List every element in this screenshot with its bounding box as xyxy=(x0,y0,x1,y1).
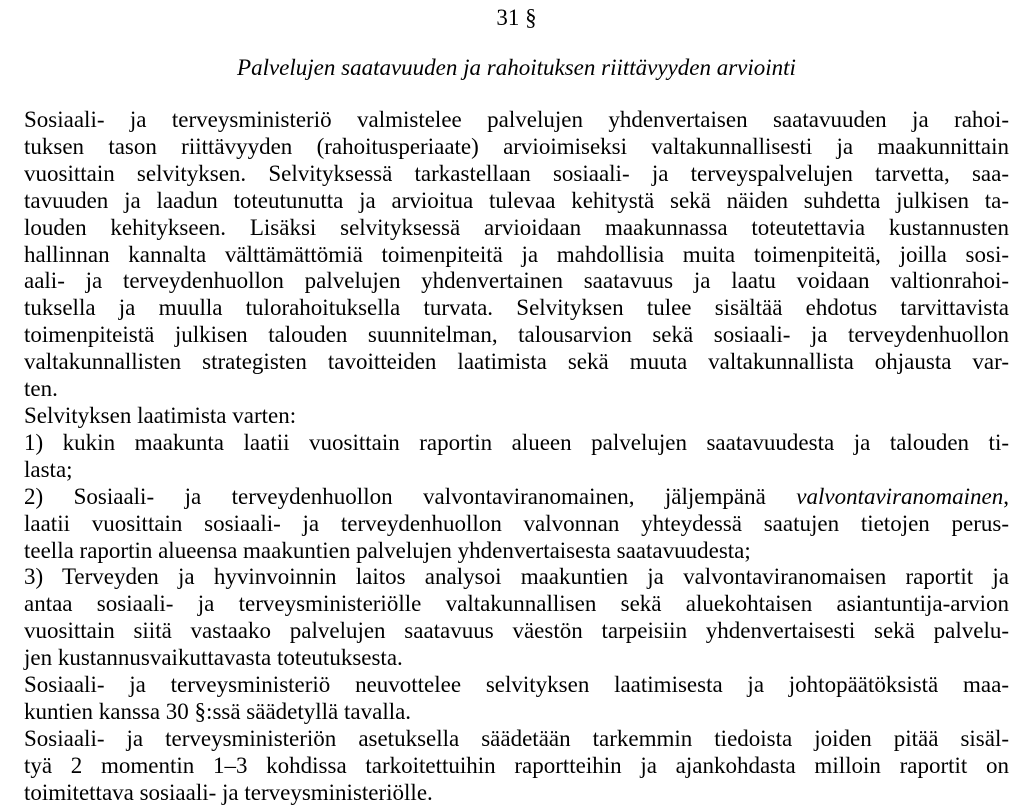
text-line xyxy=(24,484,1009,511)
text-line: aali- ja terveydenhuollon palvelujen yhdenvertainen saatavuus ja laatu voidaan valtionrahoi- xyxy=(24,268,1009,294)
text-run: , xyxy=(1003,483,1009,509)
text-line: vuosittain selvityksen. Selvityksessä tarkastellaan sosiaali- ja terveyspalvelujen tarvetta, saa- xyxy=(24,160,1009,186)
text-line: vuosittain siitä vastaako palvelujen saatavuus väestön tarpeisiin yhdenvertaisesti sekä palvelu- xyxy=(24,618,1009,644)
section-title: Palvelujen saatavuuden ja rahoituksen riittävyyden arviointi xyxy=(237,55,796,80)
text-line: teella raportin alueensa maakuntien palvelujen yhdenvertaisesta saatavuudesta; xyxy=(24,537,751,563)
text-line: Selvityksen laatimista varten: xyxy=(24,402,297,428)
text-line: 3) Terveyden ja hyvinvoinnin laitos analysoi maakuntien ja valvontaviranomaisen raportit ja xyxy=(24,564,1009,590)
text-line: 1) kukin maakunta laatii vuosittain raportin alueen palvelujen saatavuudesta ja talouden ti- xyxy=(24,429,1009,455)
list-item-2 xyxy=(24,484,1009,565)
text-line: tavuuden ja laadun toteutunutta ja arvioitua tulevaa kehitystä sekä näiden suhdetta julkisen ta- xyxy=(24,187,1009,213)
section-number: 31 § xyxy=(496,5,537,30)
paragraph-4 xyxy=(24,726,1009,807)
text-line: ten. xyxy=(24,376,58,402)
list-item-3 xyxy=(24,564,1009,672)
text-line: valtakunnallisten strategisten tavoitteiden laatimista sekä muuta valtakunnallista ohjausta var- xyxy=(24,349,1009,375)
section-body xyxy=(24,107,1009,807)
text-line: lasta; xyxy=(24,456,73,482)
text-line: Sosiaali- ja terveysministeriö valmistelee palvelujen yhdenvertaisen saatavuuden ja rahoi- xyxy=(24,107,1009,132)
text-line: toimenpiteistä julkisen talouden suunnitelman, talousarvion sekä sosiaali- ja terveydenhuollon xyxy=(24,322,1009,348)
text-line: jen kustannusvaikuttavasta toteutuksesta. xyxy=(24,645,403,671)
text-line: antaa sosiaali- ja terveysministeriölle valtakunnallisen sekä aluekohtaisen asiantuntija-arvion xyxy=(24,591,1009,617)
text-line: tuksella ja muulla tulorahoituksella turvata. Selvityksen tulee sisältää ehdotus tarvittavista xyxy=(24,295,1009,321)
defined-term: valvontaviranomainen xyxy=(796,483,1004,509)
text-line: toimitettava sosiaali- ja terveysministeriölle. xyxy=(24,779,433,805)
text-line: louden kehitykseen. Lisäksi selvityksessä arvioidaan maakunnassa toteutettavia kustannusten xyxy=(24,214,1009,240)
text-line: tuksen tason riittävyyden (rahoitusperiaate) arvioimiseksi valtakunnallisesti ja maakunnittain xyxy=(24,133,1009,159)
text-line: Sosiaali- ja terveysministeriön asetuksella säädetään tarkemmin tiedoista joiden pitää sisäl- xyxy=(24,725,1009,751)
text-line: kuntien kanssa 30 §:ssä säädetyllä tavalla. xyxy=(24,698,412,724)
list-item-1 xyxy=(24,430,1009,484)
text-line: hallinnan kannalta välttämättömiä toimenpiteitä ja mahdollisia muita toimenpiteitä, joilla sosi- xyxy=(24,241,1009,267)
paragraph-1 xyxy=(24,107,1009,403)
text-line: tyä 2 momentin 1–3 kohdissa tarkoitettuihin raportteihin ja ajankohdasta milloin raportit on xyxy=(24,752,1009,778)
text-run: 2) Sosiaali- ja terveydenhuollon valvontaviranomainen, jäljempänä xyxy=(24,483,797,509)
text-line: Sosiaali- ja terveysministeriö neuvottelee selvityksen laatimisesta ja johtopäätöksistä maa- xyxy=(24,672,1009,698)
text-line: laatii vuosittain sosiaali- ja terveydenhuollon valvonnan yhteydessä saatujen tietojen perus- xyxy=(24,510,1009,536)
paragraph-2 xyxy=(24,403,1009,430)
paragraph-3 xyxy=(24,672,1009,726)
